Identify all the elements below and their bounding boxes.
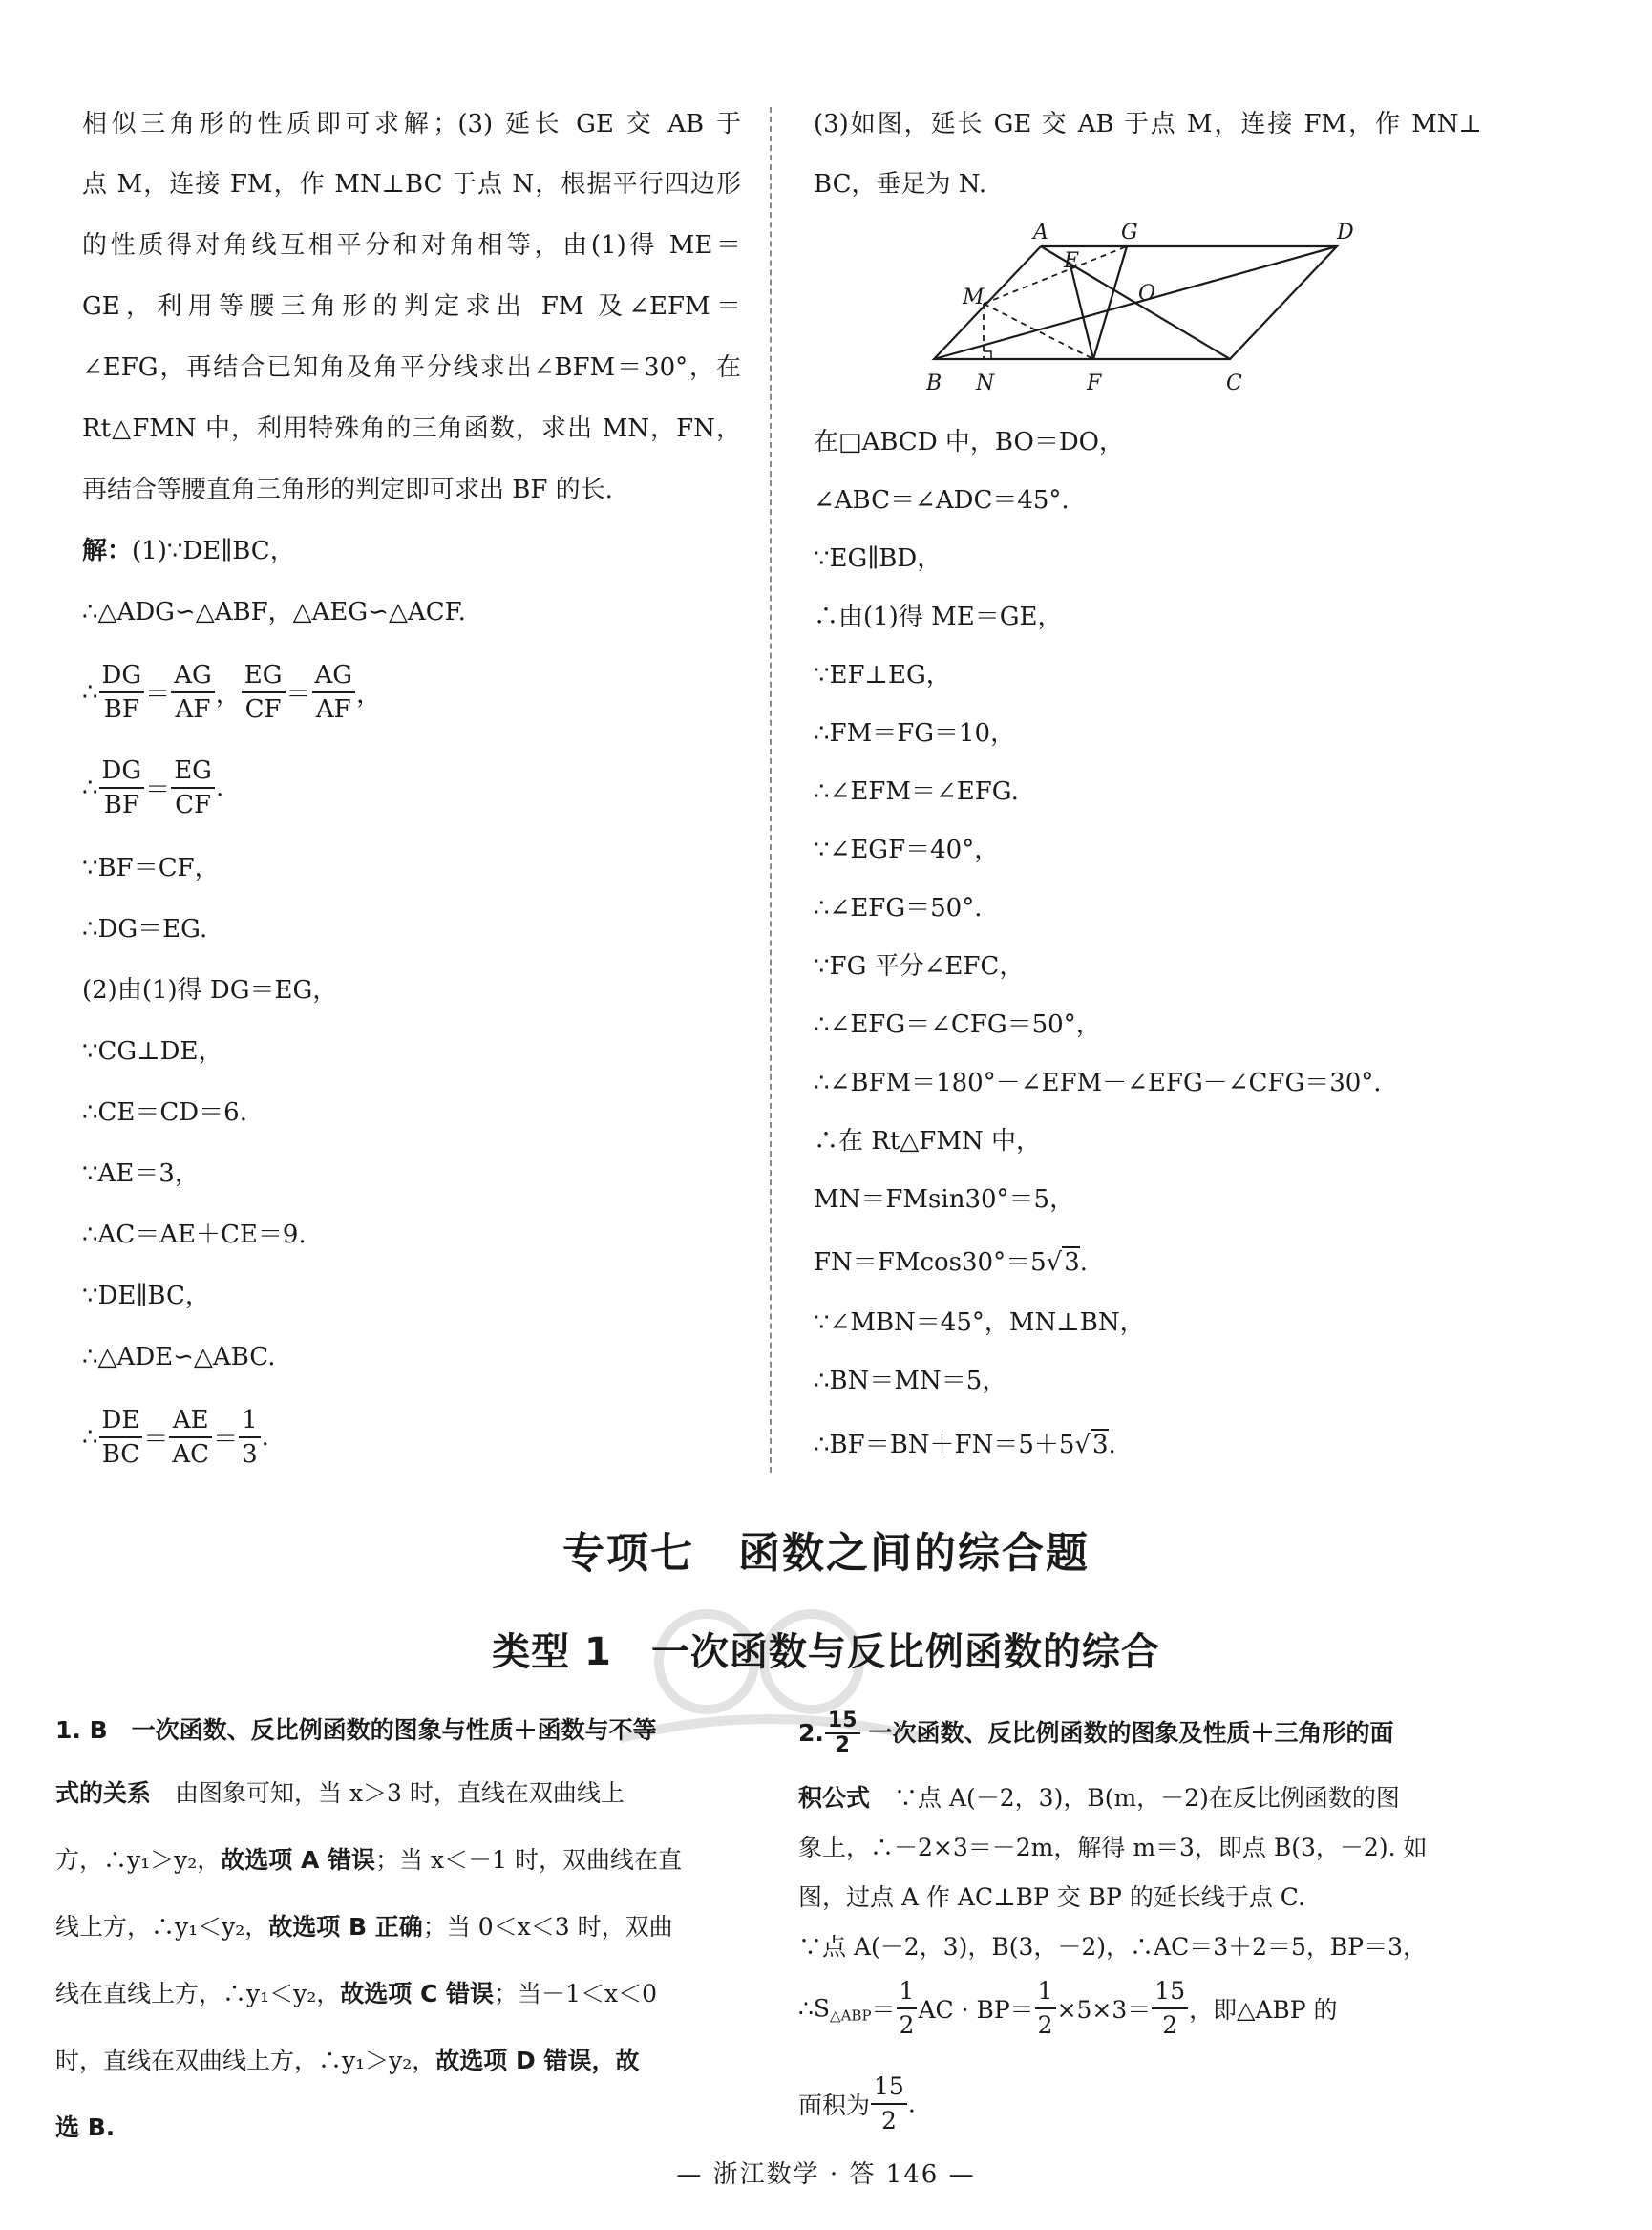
text-line: ∴在 Rt△FMN 中， bbox=[814, 1127, 1041, 1156]
text-line: ∠EFG，再结合已知角及角平分线求出∠BFM＝30°，在 bbox=[82, 353, 741, 382]
text: ×5×3＝ bbox=[1056, 1996, 1152, 2024]
label-o: O bbox=[1138, 282, 1156, 306]
text-line: ∴由(1)得 ME＝GE， bbox=[814, 603, 1063, 631]
text-line: ∴CE＝CD＝6. bbox=[82, 1098, 247, 1127]
text: 方，∴y₁＞y₂， bbox=[55, 1846, 222, 1874]
verdict-text: 故选项 B 正确 bbox=[268, 1913, 423, 1941]
numerator: 1 bbox=[239, 1404, 261, 1438]
label-n: N bbox=[976, 372, 995, 395]
denominator: CF bbox=[244, 695, 282, 724]
answer-fraction bbox=[825, 1710, 860, 1757]
fraction bbox=[171, 659, 215, 726]
symbol: ＝ bbox=[286, 680, 311, 710]
text: 线在直线上方，∴y₁＜y₂， bbox=[55, 1980, 341, 2007]
numerator: DG bbox=[99, 659, 145, 693]
fraction-line bbox=[82, 659, 381, 726]
verdict-text: 故选项 C 错误 bbox=[340, 1980, 495, 2007]
text: ；当 0＜x＜3 时，双曲 bbox=[422, 1913, 673, 1941]
radicand: 3 bbox=[1064, 1248, 1080, 1277]
numerator: AG bbox=[171, 659, 215, 693]
denominator: 3 bbox=[242, 1440, 258, 1469]
symbol: . bbox=[1108, 1431, 1116, 1459]
fraction bbox=[99, 754, 145, 821]
topic-text: 积公式 bbox=[798, 1784, 871, 1812]
text-line: FN＝FMcos30°＝5√3. bbox=[814, 1248, 1089, 1277]
denominator: CF bbox=[175, 791, 212, 819]
text: ；当－1＜x＜0 bbox=[494, 1980, 657, 2007]
text-line: GE，利用等腰三角形的判定求出 FM 及∠EFM＝ bbox=[82, 292, 741, 321]
text-line: ∴BN＝MN＝5， bbox=[814, 1367, 1007, 1395]
numerator: EG bbox=[171, 754, 215, 789]
topic-text: 一次函数、反比例函数的图象与性质＋函数与不等 bbox=[131, 1716, 657, 1744]
text-line: ∵FG 平分∠EFC， bbox=[814, 952, 1025, 981]
text-line: ∵EF⊥EG， bbox=[814, 661, 951, 690]
numerator: 1 bbox=[897, 1975, 918, 2009]
verdict-text: 故选项 D 错误，故 bbox=[435, 2047, 640, 2074]
fraction bbox=[239, 1404, 261, 1471]
text-line: 象上，∴－2×3＝－2m，解得 m＝3，即点 B(3，－2). 如 bbox=[798, 1834, 1428, 1861]
symbol: . bbox=[261, 1423, 269, 1452]
label-f: F bbox=[1087, 372, 1102, 395]
fraction bbox=[312, 659, 356, 726]
text-line: ∴∠EFM＝∠EFG. bbox=[814, 777, 1019, 806]
denominator: 2 bbox=[1162, 2011, 1178, 2039]
text: ；当 x＜－1 时，双曲线在直 bbox=[375, 1846, 682, 1874]
text-line: ∵∠EGF＝40°， bbox=[814, 836, 1000, 864]
symbol: ＝ bbox=[145, 775, 171, 805]
topic-text: 一次函数、反比例函数的图象及性质＋三角形的面 bbox=[868, 1719, 1394, 1747]
text-line: ∴∠EFG＝∠CFG＝50°， bbox=[814, 1010, 1101, 1039]
solution-start bbox=[82, 535, 295, 567]
symbol: . bbox=[907, 2090, 916, 2118]
text: 由图象可知，当 x＞3 时，直线在双曲线上 bbox=[151, 1779, 625, 1807]
fraction bbox=[242, 659, 286, 726]
column-divider bbox=[770, 107, 772, 1473]
text-line: ∴△ADE∽△ABC. bbox=[82, 1343, 276, 1371]
symbol: . bbox=[215, 774, 224, 802]
symbol: ∴ bbox=[82, 678, 98, 707]
text-line: ∴FM＝FG＝10， bbox=[814, 719, 1016, 748]
segment-mf-dashed bbox=[984, 304, 1093, 359]
text-line: ∵CG⊥DE， bbox=[82, 1037, 223, 1066]
text-line: ∵AE＝3， bbox=[82, 1159, 200, 1188]
text-line: 再结合等腰直角三角形的判定即可求出 BF 的长. bbox=[82, 476, 613, 504]
text: ，即△ABP 的 bbox=[1189, 1996, 1338, 2024]
solution-text: (1)∵DE∥BC， bbox=[132, 537, 295, 565]
fraction-line bbox=[82, 1404, 269, 1471]
numerator: 15 bbox=[871, 2071, 907, 2105]
label-c: C bbox=[1226, 372, 1242, 395]
symbol: ＝ bbox=[143, 1425, 169, 1455]
denominator: AF bbox=[175, 695, 211, 724]
label-g: G bbox=[1121, 221, 1138, 244]
solution-label: 解： bbox=[82, 537, 133, 565]
subscript: △ABP bbox=[830, 2007, 872, 2025]
text-line: BC，垂足为 N. bbox=[814, 170, 987, 199]
denominator: AC bbox=[172, 1440, 210, 1469]
section-title: 专项七 函数之间的综合题 bbox=[562, 1529, 1090, 1578]
text-line: 图，过点 A 作 AC⊥BP 交 BP 的延长线于点 C. bbox=[798, 1883, 1305, 1911]
label-b: B bbox=[926, 372, 942, 395]
text: 时，直线在双曲线上方，∴y₁＞y₂， bbox=[55, 2047, 436, 2074]
numerator: AE bbox=[169, 1404, 212, 1438]
label-e: E bbox=[1064, 249, 1080, 273]
numerator: AG bbox=[312, 659, 356, 693]
topic-text: 式的关系 bbox=[55, 1779, 152, 1807]
fraction bbox=[871, 2071, 907, 2137]
answer-number: 2. bbox=[798, 1719, 824, 1747]
denominator: 2 bbox=[880, 2107, 897, 2134]
text-line: MN＝FMsin30°＝5， bbox=[814, 1185, 1075, 1214]
denominator: 2 bbox=[899, 2011, 915, 2039]
text-line: ∵点 A(－2，3)，B(3，－2)，∴AC＝3＋2＝5，BP＝3， bbox=[798, 1933, 1428, 1961]
denominator: 2 bbox=[1037, 2011, 1053, 2039]
label-m: M bbox=[963, 286, 985, 309]
text: 面积为 bbox=[798, 2092, 871, 2119]
text-line: (2)由(1)得 DG＝EG， bbox=[82, 976, 338, 1005]
answer-number: 1. B bbox=[55, 1716, 108, 1744]
text: ∴BF＝BN＋FN＝5＋5 bbox=[814, 1431, 1075, 1459]
verdict-text: 选 B. bbox=[55, 2113, 116, 2141]
fraction bbox=[99, 1404, 143, 1471]
label-d: D bbox=[1337, 221, 1354, 244]
text-line: ∵EG∥BD， bbox=[814, 544, 942, 573]
fraction bbox=[1035, 1975, 1056, 2042]
fraction bbox=[99, 659, 145, 726]
text-line: 的性质得对角线互相平分和对角相等，由(1)得 ME＝ bbox=[82, 231, 741, 260]
label-a: A bbox=[1033, 221, 1048, 244]
fraction bbox=[897, 1975, 918, 2042]
text: ∵点 A(－2，3)，B(m，－2)在反比例函数的图 bbox=[870, 1784, 1400, 1812]
text-line: ∵∠MBN＝45°，MN⊥BN， bbox=[814, 1308, 1145, 1337]
text-line: 在□ABCD 中，BO＝DO， bbox=[814, 428, 1125, 457]
text-line: ∴AC＝AE＋CE＝9. bbox=[82, 1221, 307, 1249]
numerator: DE bbox=[99, 1404, 143, 1438]
text: FN＝FMcos30°＝5 bbox=[814, 1248, 1047, 1277]
right-angle-mark bbox=[984, 351, 991, 359]
segment-gf bbox=[1093, 246, 1127, 359]
text-line: ∴∠EFG＝50°. bbox=[814, 894, 983, 923]
fraction bbox=[169, 1404, 212, 1471]
symbol: ＝ bbox=[145, 680, 171, 710]
text-line: Rt△FMN 中，利用特殊角的三角函数，求出 MN，FN， bbox=[82, 414, 741, 443]
text-line: ∵DE∥BC， bbox=[82, 1282, 210, 1310]
text-line: 点 M，连接 FM，作 MN⊥BC 于点 N，根据平行四边形 bbox=[82, 170, 741, 199]
text-line: ∴△ADG∽△ABF，△AEG∽△ACF. bbox=[82, 598, 466, 627]
symbol: ， bbox=[215, 680, 241, 710]
text-line: (3)如图，延长 GE 交 AB 于点 M，连接 FM，作 MN⊥ bbox=[814, 110, 1482, 138]
numerator: EG bbox=[242, 659, 286, 693]
fraction-line bbox=[82, 754, 223, 821]
radicand: 3 bbox=[1092, 1431, 1109, 1459]
numerator: 15 bbox=[825, 1710, 860, 1734]
type-title: 类型 1 一次函数与反比例函数的综合 bbox=[492, 1630, 1160, 1674]
symbol: ∴ bbox=[82, 774, 98, 802]
text-line: ∠ABC＝∠ADC＝45°. bbox=[814, 486, 1070, 515]
text-line: ∵BF＝CF， bbox=[82, 854, 220, 882]
symbol: ∴ bbox=[82, 1423, 98, 1452]
denominator: AF bbox=[315, 695, 351, 724]
symbol: ＝ bbox=[871, 1996, 896, 2024]
symbol: ， bbox=[356, 680, 382, 710]
fraction bbox=[171, 754, 215, 821]
denominator: BF bbox=[103, 695, 139, 724]
parallelogram-figure bbox=[926, 218, 1366, 409]
text: ∴S bbox=[798, 1994, 831, 2023]
text-line: 相似三角形的性质即可求解；(3) 延长 GE 交 AB 于 bbox=[82, 110, 741, 138]
text: 线上方，∴y₁＜y₂， bbox=[55, 1913, 269, 1941]
numerator: DG bbox=[99, 754, 145, 789]
area-formula-line bbox=[798, 1975, 1338, 2042]
denominator: BF bbox=[103, 791, 139, 819]
text-line: ∴∠BFM＝180°－∠EFM－∠EFG－∠CFG＝30°. bbox=[814, 1069, 1382, 1097]
text-line: ∴DG＝EG. bbox=[82, 915, 208, 944]
symbol: ＝ bbox=[213, 1425, 239, 1455]
numerator: 1 bbox=[1035, 1975, 1056, 2009]
fraction bbox=[1152, 1975, 1188, 2042]
verdict-text: 故选项 A 错误 bbox=[221, 1846, 376, 1874]
text: AC · BP＝ bbox=[918, 1996, 1034, 2024]
text-line: ∴BF＝BN＋FN＝5＋5√3. bbox=[814, 1431, 1116, 1459]
symbol: . bbox=[1079, 1248, 1089, 1277]
area-result-line bbox=[798, 2071, 916, 2137]
numerator: 15 bbox=[1152, 1975, 1188, 2009]
denominator: 2 bbox=[835, 1733, 850, 1757]
denominator: BC bbox=[101, 1440, 140, 1469]
page-footer: — 浙江数学 · 答 146 — bbox=[676, 2160, 976, 2189]
